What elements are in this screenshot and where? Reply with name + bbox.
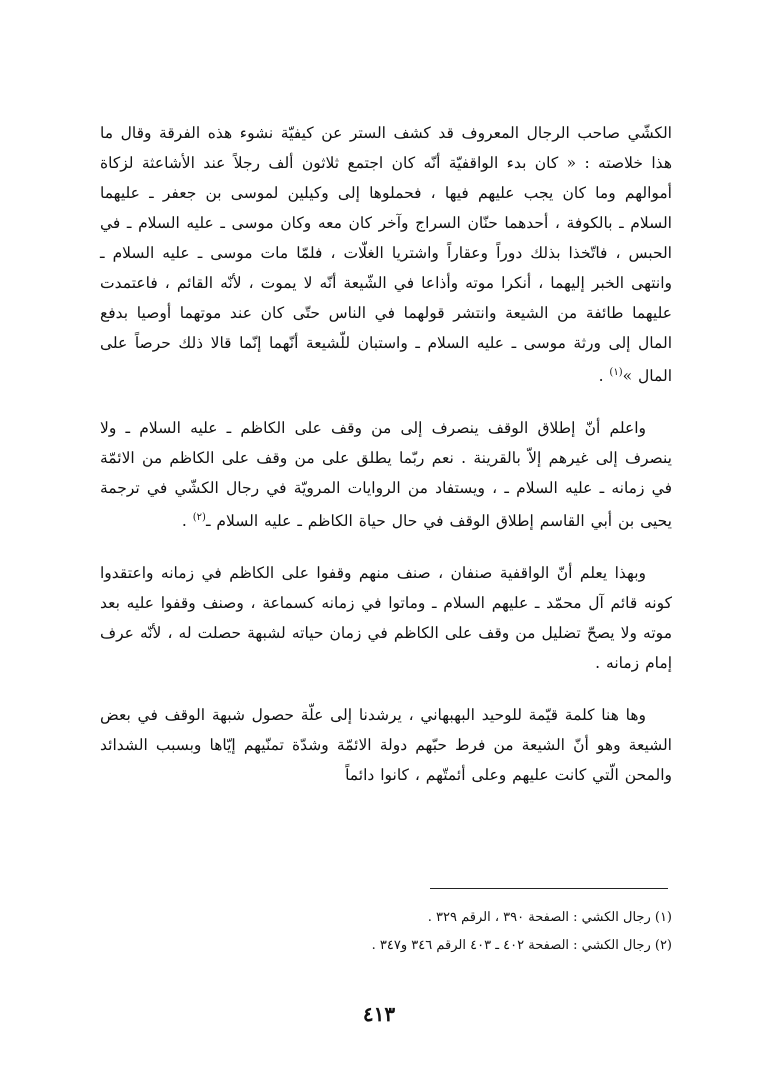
main-text	[100, 118, 672, 790]
footnote-ref-1: (١)	[609, 367, 623, 378]
paragraph-1	[100, 118, 672, 391]
footnote-divider	[430, 888, 668, 889]
footnote-2: (٢) رجال الكشي : الصفحة ٤٠٢ ـ ٤٠٣ الرقم ٣٤٦ و٣٤٧ .	[371, 938, 672, 953]
paragraph-2	[100, 413, 672, 536]
paragraph-4	[100, 700, 672, 790]
paragraph-1-tail: .	[598, 367, 610, 386]
paragraph-4-text: وها هنا كلمة قيّمة للوحيد البهبهاني ، يرشدنا إلى علّة حصول شبهة الوقف في بعض الشيعة وهو أنّ الشيعة من فرط حبّهم دولة الائمّة وشدّة تمنّيهم إيّاها وبسبب الشدائد والمحن الّتي كانت عليهم وعلى أئمتّهم ، كانوا دائماً	[100, 706, 672, 785]
footnote-1: (١) رجال الكشي : الصفحة ٣٩٠ ، الرقم ٣٢٩ .	[427, 910, 672, 925]
paragraph-1-text: الكشّي صاحب الرجال المعروف قد كشف الستر عن كيفيّة نشوء هذه الفرقة وقال ما هذا خلاصته : « كان بدء الواقفيّة أنّه كان اجتمع ثلاثون ألف رجلاً عند الأشاعثة لزكاة أموالهم وما كان يجب عليهم فيها ، فحملوها إلى وكيلين لموسى بن جعفر ـ عليهما السلام ـ بالكوفة ، أحدهما حنّان السراج وآخر كان معه وكان موسى ـ عليه السلام ـ في الحبس ، فاتّخذا بذلك دوراً وعقاراً واشتريا الغلّات ، فلمّا مات موسى ـ عليه السلام ـ وانتهى الخبر إليهما ، أنكرا موته وأذاعا في الشّيعة أنّه لا يموت ، لأنّه القائم ، فاعتمدت عليهما طائفة من الشيعة وانتشر قولهما في الناس حتّى كان عند موتهما أوصيا بدفع المال إلى ورثة موسى ـ عليه السلام ـ واستبان للّشيعة أنّهما إنّما قالا ذلك حرصاً على المال »	[100, 124, 672, 386]
footnote-ref-2: (٢)	[192, 512, 206, 524]
paragraph-3-text: وبهذا يعلم أنّ الواقفية صنفان ، صنف منهم وقفوا على الكاظم في زمانه واعتقدوا كونه قائم آل محمّد ـ عليهم السلام ـ وماتوا في زمانه كسماعة ، وصنف وقفوا عليه بعد موته ولا يصحّ تضليل من وقف على الكاظم في زمان حياته لشبهة حصلت له ، لأنّه عرف إمام زمانه .	[100, 564, 672, 673]
page-number: ٤١٣	[362, 1002, 396, 1026]
paragraph-2-text: واعلم أنّ إطلاق الوقف ينصرف إلى من وقف على الكاظم ـ عليه السلام ـ ولا ينصرف إلى غيرهم إلاّ بالقرينة . نعم ربّما يطلق على من وقف على الكاظم من الائمّة في زمانه ـ عليه السلام ـ ، ويستفاد من الروايات المرويّة في رجال الكشّي في ترجمة يحيى بن أبي القاسم إطلاق الوقف في حال حياة الكاظم ـ عليه السلام ـ	[100, 419, 672, 531]
paragraph-2-tail: .	[181, 512, 193, 531]
paragraph-3	[100, 558, 672, 678]
footnotes	[100, 904, 672, 960]
